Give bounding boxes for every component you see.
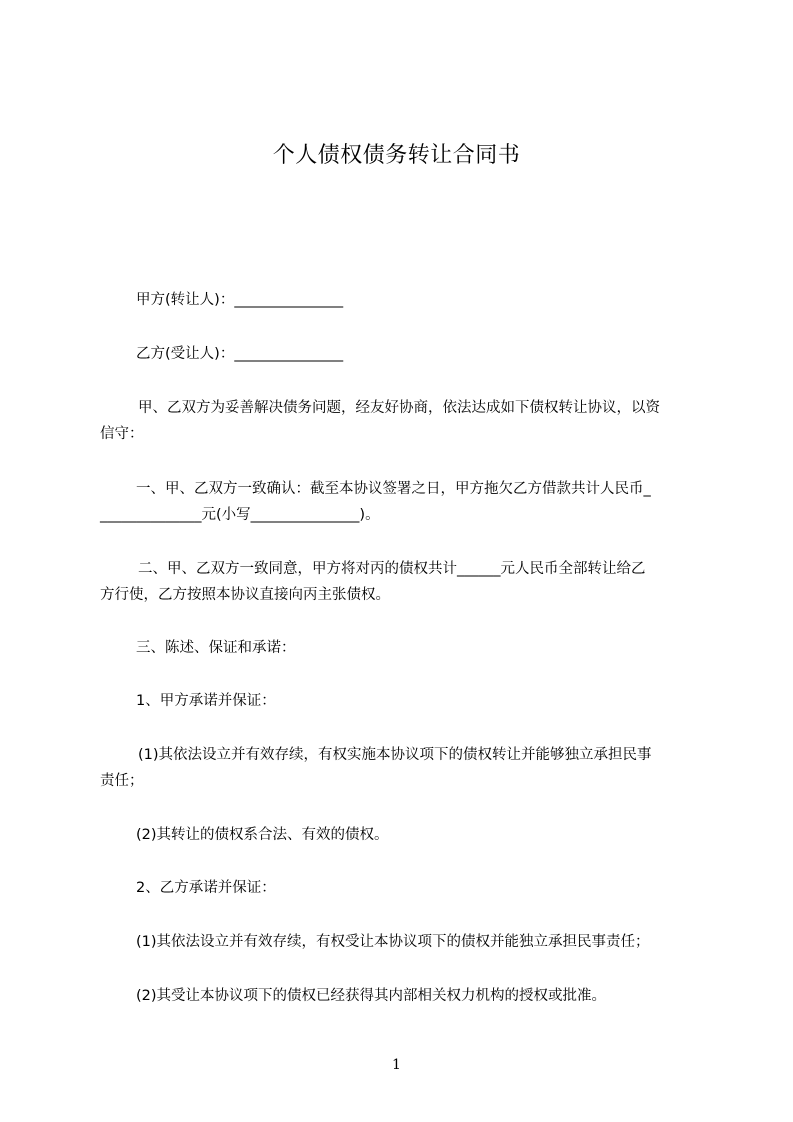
party-b-line: 乙方(受让人)：_______________: [136, 346, 344, 362]
sub-1-item-1-line-1: (1)其依法设立并有效存续，有权实施本协议项下的债权转让并能够独立承担民事: [138, 747, 652, 763]
clause-1-line-1: 一、甲、乙双方一致确认：截至本协议签署之日，甲方拖欠乙方借款共计人民币_: [136, 481, 651, 497]
clause-2-line-2: 方行使，乙方按照本协议直接向丙主张债权。: [100, 587, 390, 603]
clause-3-heading: 三、陈述、保证和承诺：: [136, 640, 296, 656]
page-number: 1: [392, 1057, 401, 1073]
clause-2-line-1: 二、甲、乙双方一致同意，甲方将对丙的债权共计______元人民币全部转让给乙: [138, 561, 646, 577]
sub-2-heading: 2、乙方承诺并保证：: [136, 880, 276, 896]
sub-2-item-2: (2)其受让本协议项下的债权已经获得其内部相关权力机构的授权或批准。: [136, 988, 607, 1004]
document-title: 个人债权债务转让合同书: [272, 143, 521, 168]
sub-1-item-1-line-2: 责任；: [100, 773, 144, 789]
sub-1-item-2: (2)其转让的债权系合法、有效的债权。: [136, 827, 389, 843]
sub-1-heading: 1、甲方承诺并保证：: [136, 693, 276, 709]
preamble-line-2: 信守：: [100, 426, 144, 442]
preamble-line-1: 甲、乙双方为妥善解决债务问题，经友好协商，依法达成如下债权转让协议，以资: [138, 400, 660, 416]
clause-1-line-2: ______________元(小写_______________)。: [100, 507, 380, 523]
party-a-line: 甲方(转让人)：_______________: [136, 292, 344, 308]
sub-2-item-1: (1)其依法设立并有效存续，有权受让本协议项下的债权并能独立承担民事责任；: [136, 934, 650, 950]
